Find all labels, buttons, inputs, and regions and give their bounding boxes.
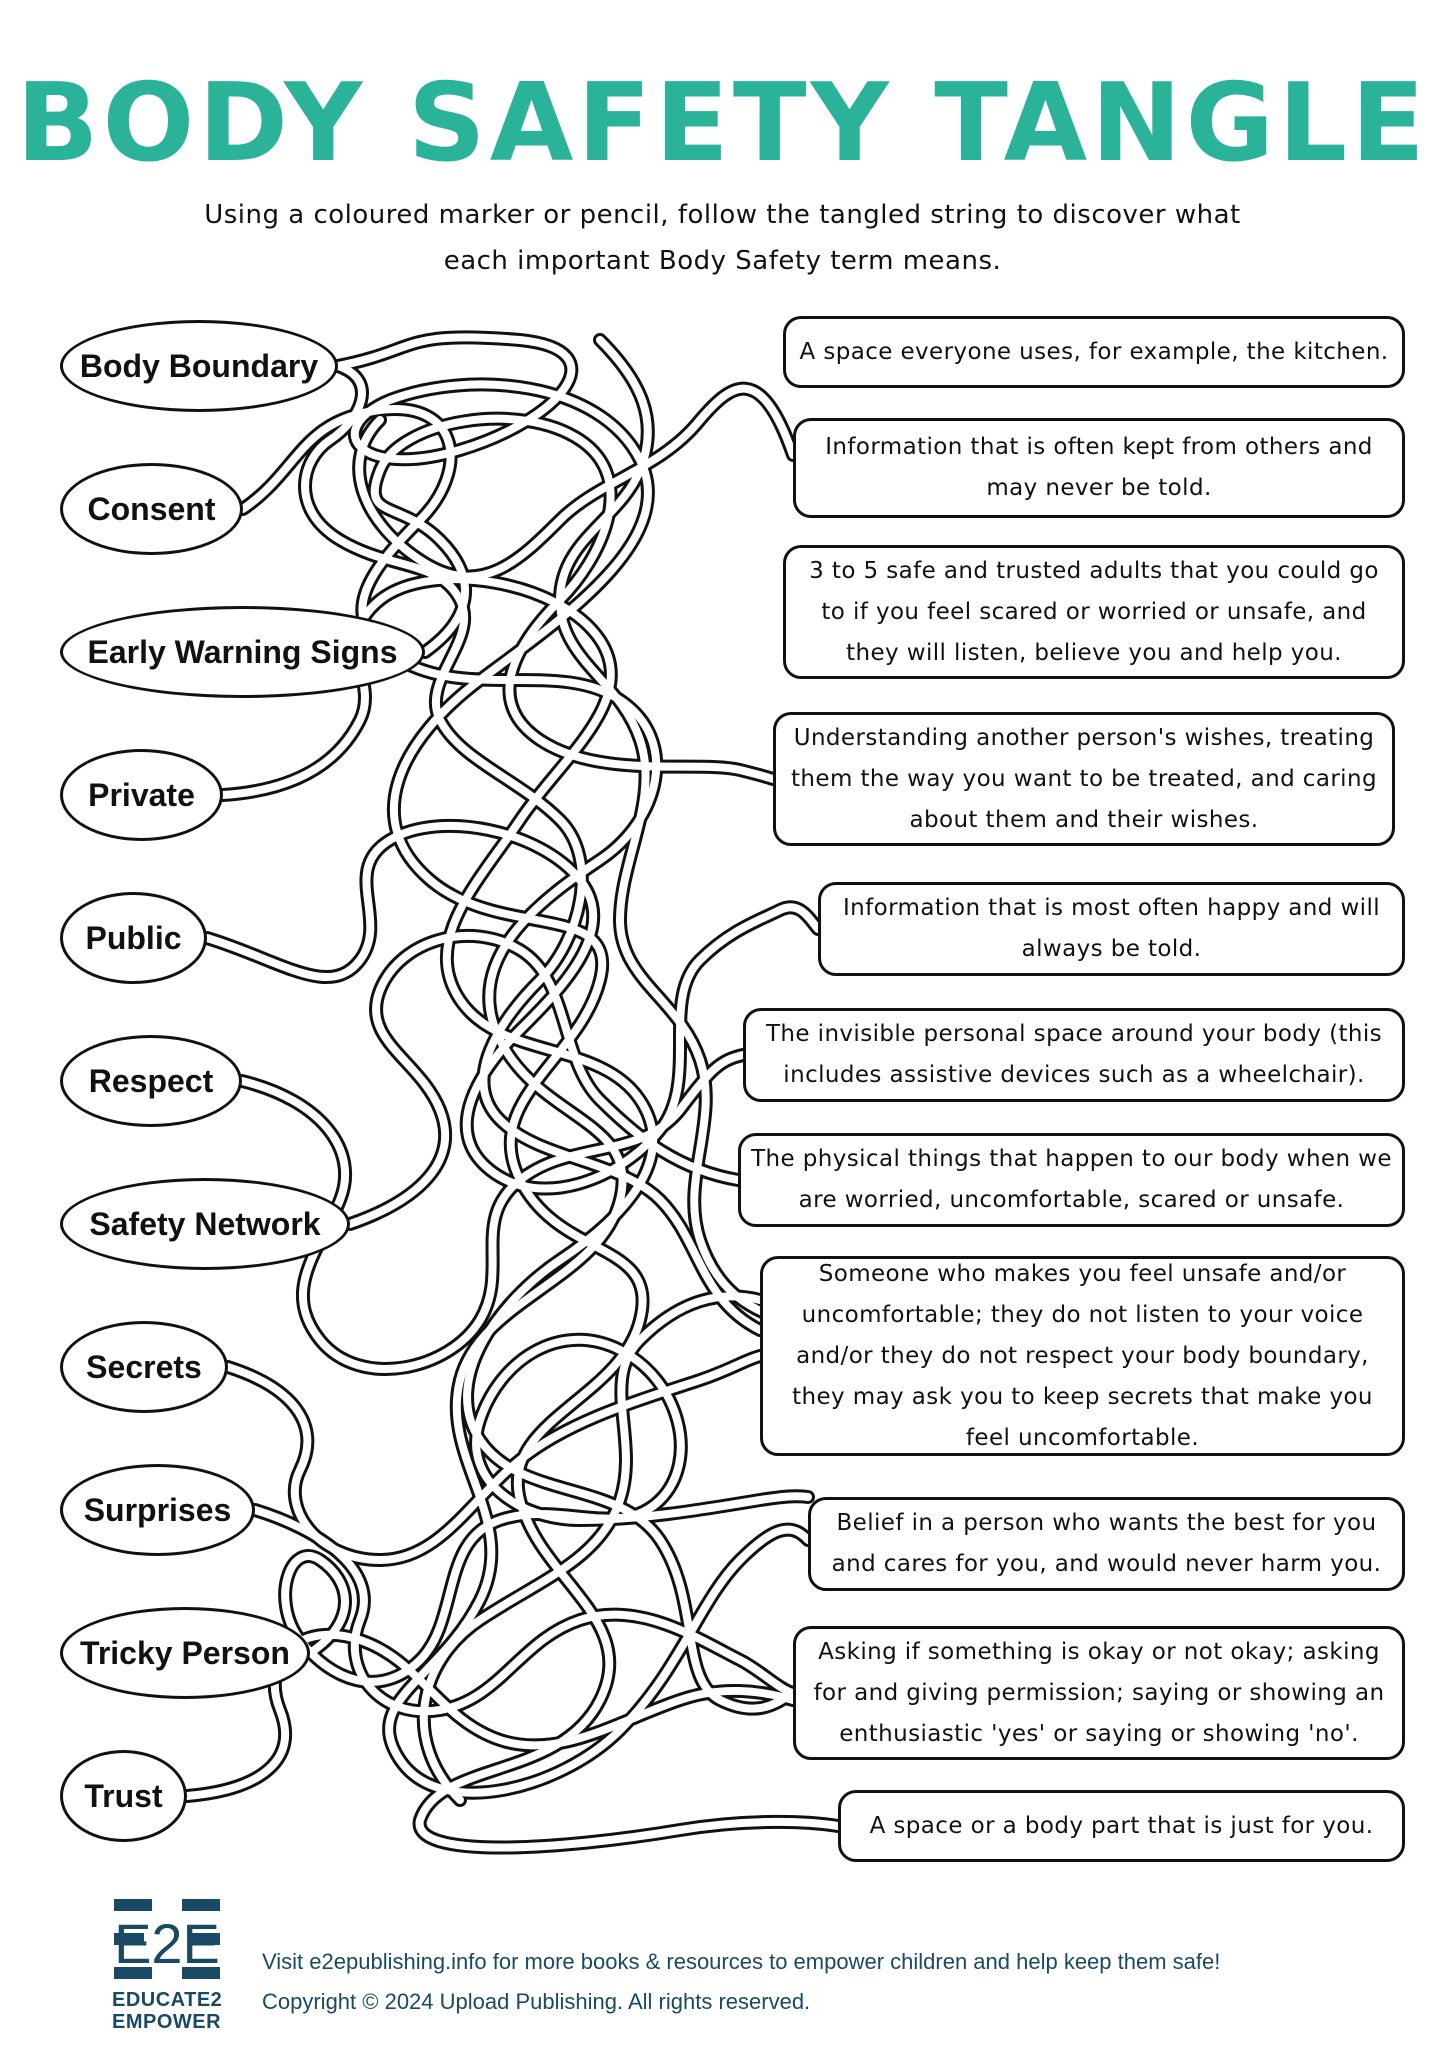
term-tricky-person[interactable] xyxy=(60,1607,310,1699)
definition-box[interactable] xyxy=(738,1133,1405,1227)
term-secrets[interactable] xyxy=(60,1321,228,1413)
footer-text xyxy=(262,1942,1220,2022)
definition-box[interactable] xyxy=(743,1008,1405,1102)
term-safety-network[interactable] xyxy=(60,1178,350,1270)
logo-line-1: EDUCATE2 xyxy=(112,1989,223,2011)
definition-box[interactable] xyxy=(783,545,1405,679)
definition-text: The invisible personal space around your body (this includes assistive devices such as a wheelchair). xyxy=(765,1021,1383,1088)
term-consent[interactable] xyxy=(60,463,243,555)
term-label: Early Warning Signs xyxy=(87,633,398,670)
term-label: Consent xyxy=(87,490,216,527)
definition-text: Information that is often kept from others and may never be told. xyxy=(825,434,1373,501)
term-label: Safety Network xyxy=(89,1205,321,1242)
term-label: Public xyxy=(85,919,182,956)
definition-text: A space everyone uses, for example, the kitchen. xyxy=(799,338,1389,365)
definition-text: Asking if something is okay or not okay; asking for and giving permission; saying or showing an enthusiastic 'yes' or saying or showing 'no'. xyxy=(813,1638,1385,1747)
definition-text: Belief in a person who wants the best for you and cares for you, and would never harm you. xyxy=(831,1510,1382,1577)
definition-box[interactable] xyxy=(838,1790,1405,1862)
term-respect[interactable] xyxy=(60,1035,242,1127)
definition-box[interactable] xyxy=(760,1256,1405,1456)
copyright: Copyright © 2024 Upload Publishing. All rights reserved. xyxy=(262,1989,811,2014)
term-label: Secrets xyxy=(86,1348,202,1385)
definition-box[interactable] xyxy=(818,882,1405,976)
term-early-warning-signs[interactable] xyxy=(60,606,425,698)
term-label: Private xyxy=(88,776,195,813)
footer-link-line[interactable]: Visit e2epublishing.info for more books & resources to empower children and help keep them safe! xyxy=(262,1949,1221,1974)
definition-box[interactable] xyxy=(793,1626,1405,1760)
logo-line-2: EMPOWER xyxy=(112,2011,222,2033)
instructions: Using a coloured marker or pencil, follow the tangled string to discover what each important Body Safety term means. xyxy=(204,200,1241,276)
term-label: Respect xyxy=(88,1062,214,1099)
definition-box[interactable] xyxy=(808,1497,1405,1591)
term-label: Surprises xyxy=(83,1491,232,1528)
string-outline-8 xyxy=(255,1510,793,1711)
term-public[interactable] xyxy=(60,892,207,984)
e2e-logo-icon xyxy=(112,1895,222,1985)
term-trust[interactable] xyxy=(60,1750,187,1842)
definition-box[interactable] xyxy=(773,712,1395,846)
term-label: Tricky Person xyxy=(80,1634,290,1671)
term-body-boundary[interactable] xyxy=(60,320,338,412)
definition-text: Understanding another person's wishes, treating them the way you want to be treated, and caring about them and their wishes. xyxy=(791,724,1377,833)
string-fill-8 xyxy=(255,1510,793,1711)
term-label: Body Boundary xyxy=(79,347,319,384)
term-surprises[interactable] xyxy=(60,1464,255,1556)
educate2empower-logo xyxy=(112,1895,227,2033)
definition-text: Someone who makes you feel unsafe and/or uncomfortable; they do not listen to your voice and/or they do not respect your body boundary, they may ask you to keep secrets that make you feel uncomfortable. xyxy=(792,1260,1373,1451)
definition-text: A space or a body part that is just for you. xyxy=(869,1812,1374,1839)
definition-box[interactable] xyxy=(783,316,1405,388)
term-private[interactable] xyxy=(60,749,223,841)
definition-text: The physical things that happen to our body when we are worried, uncomfortable, scared or unsafe. xyxy=(751,1146,1392,1213)
definition-text: 3 to 5 safe and trusted adults that you could go to if you feel scared or worried or unsafe, and they will listen, believe you and help you. xyxy=(809,557,1379,666)
definition-box[interactable] xyxy=(793,418,1405,518)
logo-mark-text: E2E xyxy=(114,1912,220,1975)
term-label: Trust xyxy=(84,1777,163,1814)
page-title: BODY SAFETY TANGLE xyxy=(16,61,1429,186)
definition-text: Information that is most often happy and will always be told. xyxy=(842,895,1381,962)
